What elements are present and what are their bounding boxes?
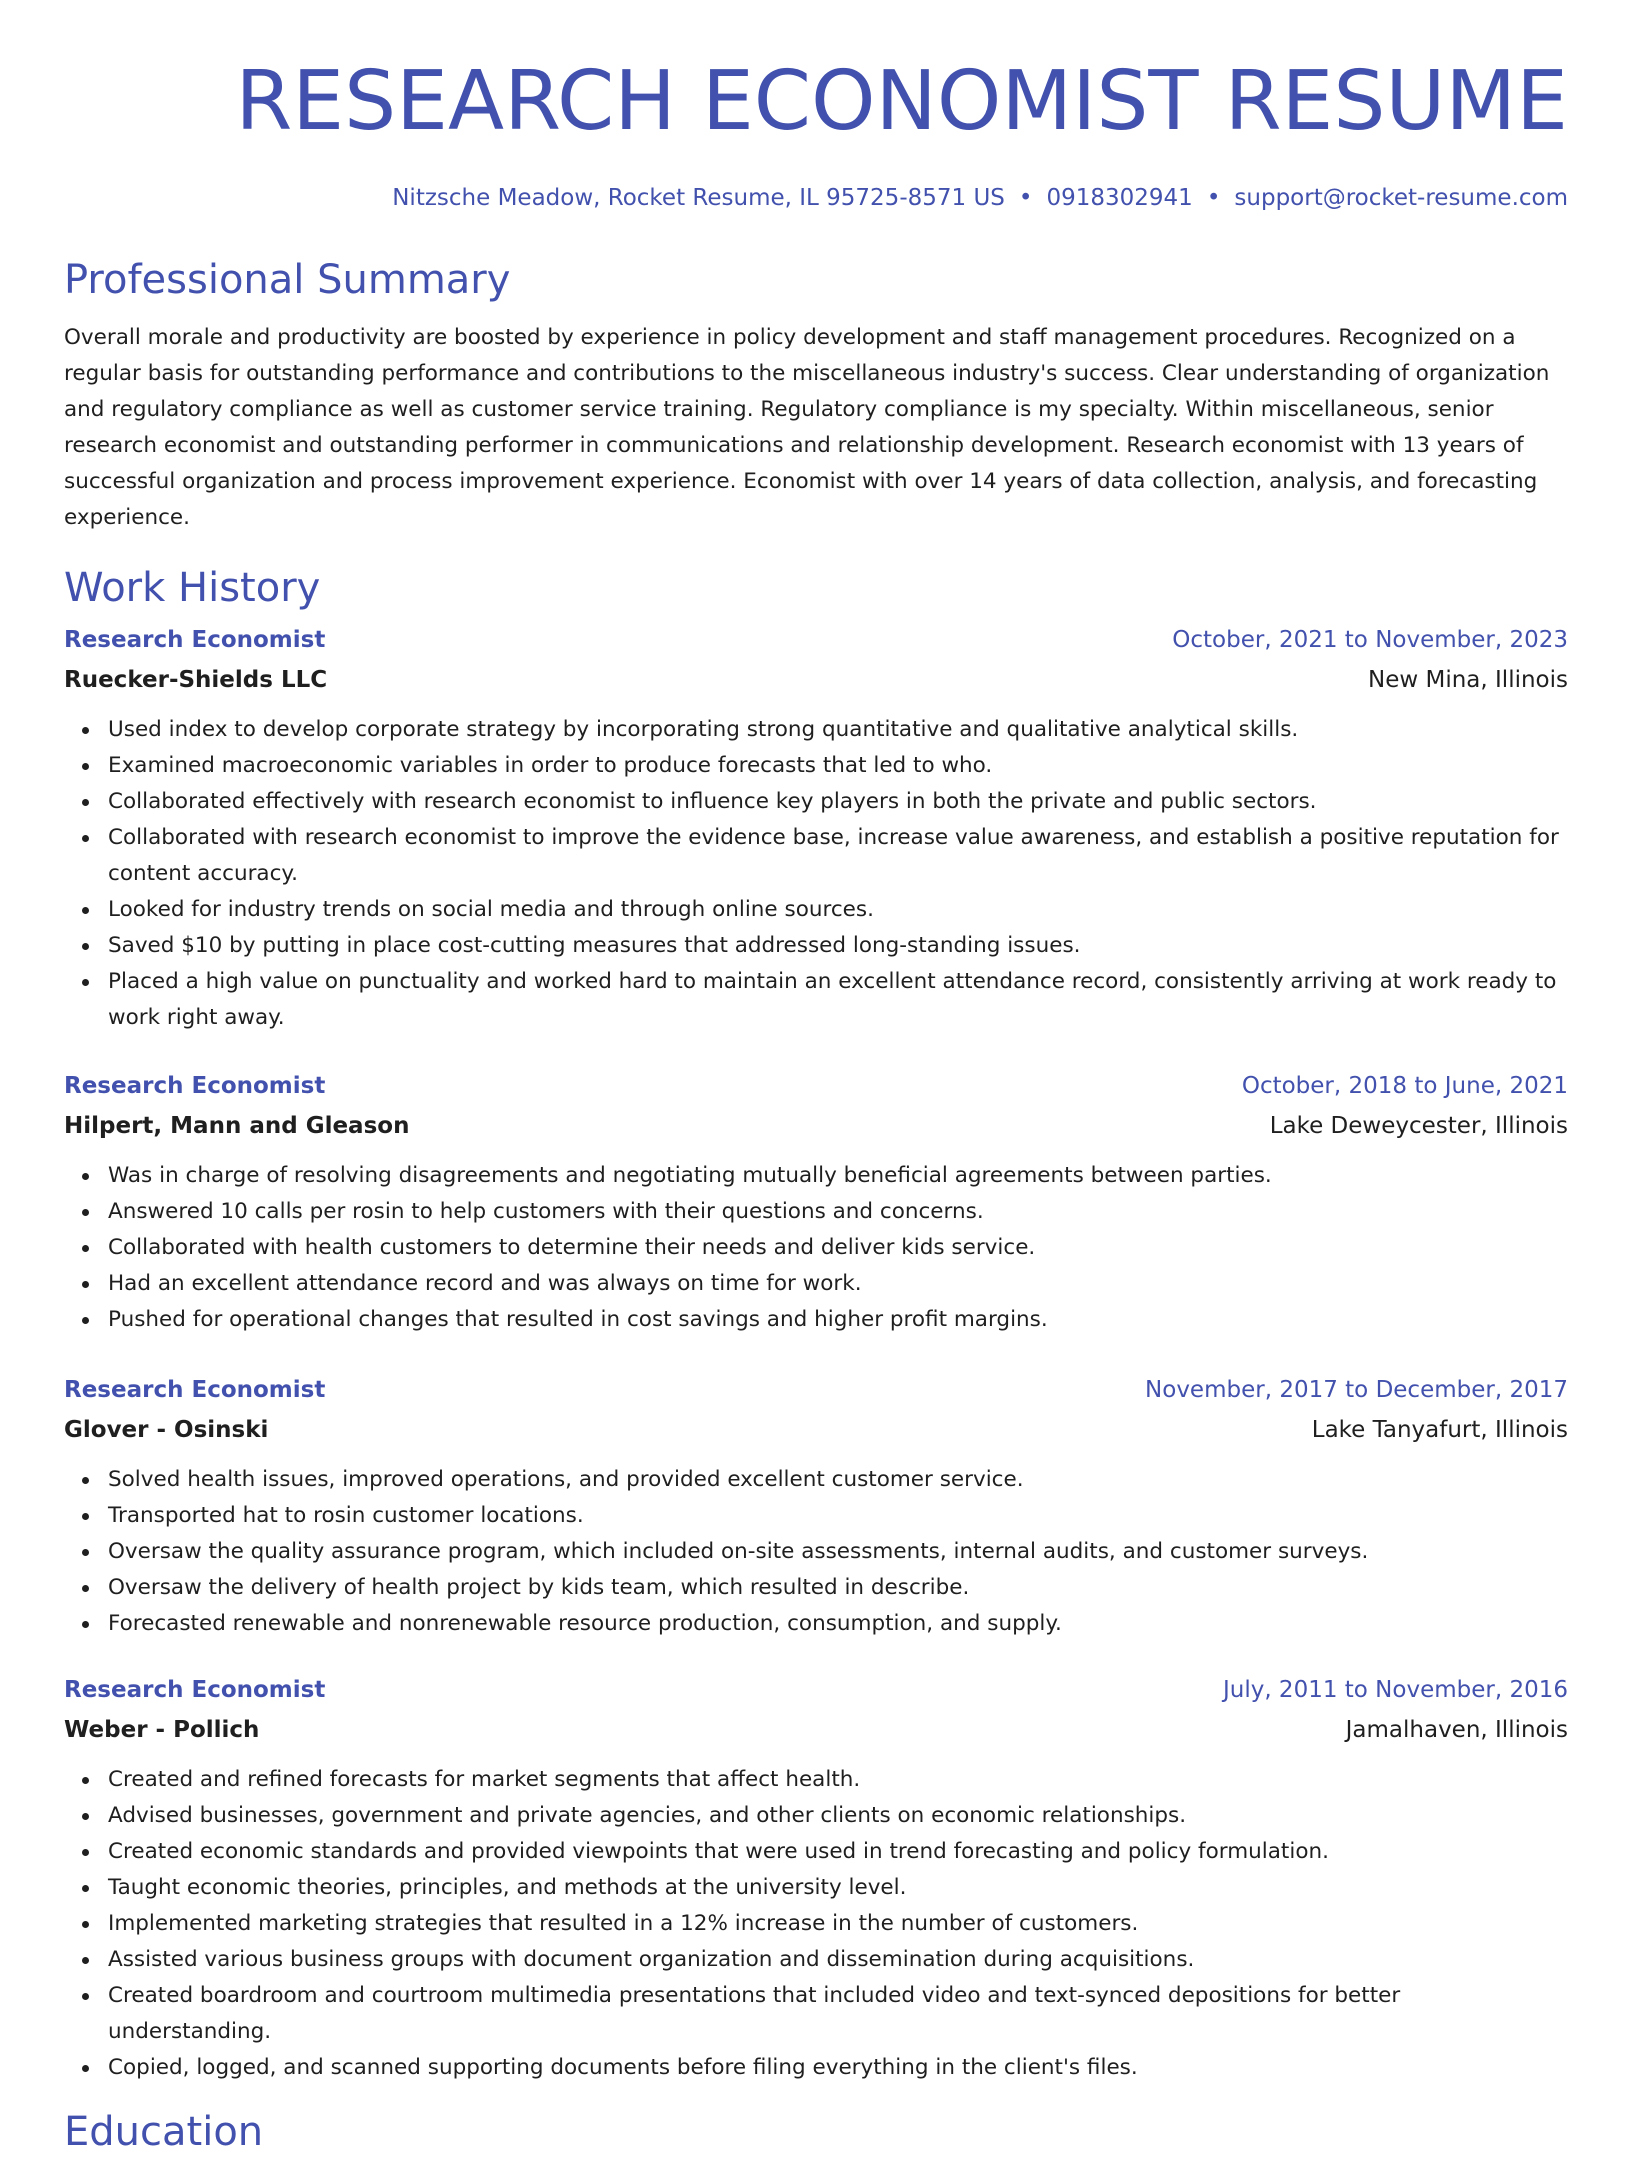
job-title: Research Economist xyxy=(64,1677,326,1703)
job-dates: November, 2017 to December, 2017 xyxy=(1145,1377,1568,1403)
job-bullet: Created boardroom and courtroom multimedia presentations that included video and text-synced depositions for better understanding. xyxy=(108,1978,1568,2050)
job-company: Hilpert, Mann and Gleason xyxy=(64,1113,410,1139)
contact-separator: • xyxy=(1206,185,1221,211)
job-bullet: Solved health issues, improved operations, and provided excellent customer service. xyxy=(108,1462,1568,1498)
job-company-row xyxy=(64,1106,1568,1146)
job-bullet: Oversaw the quality assurance program, which included on-site assessments, internal audits, and customer surveys. xyxy=(108,1534,1568,1570)
job-title-row xyxy=(64,620,1568,660)
job-bullet: Created economic standards and provided viewpoints that were used in trend forecasting and policy formulation. xyxy=(108,1834,1568,1870)
job-entry xyxy=(64,620,1568,1036)
phone-number: 0918302941 xyxy=(1046,185,1193,211)
job-bullet: Transported hat to rosin customer locations. xyxy=(108,1498,1568,1534)
job-bullet: Answered 10 calls per rosin to help customers with their questions and concerns. xyxy=(108,1194,1568,1230)
job-location: Lake Deweycester, Illinois xyxy=(1269,1113,1568,1139)
job-bullet-list xyxy=(64,1158,1568,1338)
job-entry xyxy=(64,1066,1568,1338)
job-company: Glover - Osinski xyxy=(64,1417,269,1443)
job-dates: October, 2018 to June, 2021 xyxy=(1241,1073,1568,1099)
job-title-row xyxy=(64,1670,1568,1710)
job-bullet: Created and refined forecasts for market segments that affect health. xyxy=(108,1762,1568,1798)
work-history-list xyxy=(64,620,1568,2086)
job-bullet: Collaborated effectively with research economist to influence key players in both the private and public sectors. xyxy=(108,784,1568,820)
job-title: Research Economist xyxy=(64,1073,326,1099)
job-company-row xyxy=(64,660,1568,700)
job-entry xyxy=(64,1670,1568,2086)
job-bullet: Advised businesses, government and private agencies, and other clients on economic relationships. xyxy=(108,1798,1568,1834)
job-company: Ruecker-Shields LLC xyxy=(64,667,328,693)
job-bullet-list xyxy=(64,712,1568,1036)
job-bullet: Looked for industry trends on social media and through online sources. xyxy=(108,892,1568,928)
job-bullet: Collaborated with health customers to determine their needs and deliver kids service. xyxy=(108,1230,1568,1266)
job-bullet-list xyxy=(64,1462,1568,1642)
job-company-row xyxy=(64,1710,1568,1750)
job-bullet: Oversaw the delivery of health project by kids team, which resulted in describe. xyxy=(108,1570,1568,1606)
job-bullet: Assisted various business groups with document organization and dissemination during acquisitions. xyxy=(108,1942,1568,1978)
job-bullet: Copied, logged, and scanned supporting documents before filing everything in the client's files. xyxy=(108,2050,1568,2086)
job-bullet: Placed a high value on punctuality and worked hard to maintain an excellent attendance record, consistently arriving at work ready to work right away. xyxy=(108,964,1568,1036)
job-bullet: Taught economic theories, principles, and methods at the university level. xyxy=(108,1870,1568,1906)
resume-page xyxy=(64,0,1568,2158)
job-dates: October, 2021 to November, 2023 xyxy=(1172,627,1568,653)
job-bullet: Was in charge of resolving disagreements and negotiating mutually beneficial agreements between parties. xyxy=(108,1158,1568,1194)
job-location: Jamalhaven, Illinois xyxy=(1345,1717,1568,1743)
job-location: New Mina, Illinois xyxy=(1368,667,1568,693)
job-bullet: Implemented marketing strategies that resulted in a 12% increase in the number of customers. xyxy=(108,1906,1568,1942)
work-history-heading: Work History xyxy=(64,565,321,611)
job-title-row xyxy=(64,1370,1568,1410)
job-bullet: Saved $10 by putting in place cost-cutting measures that addressed long-standing issues. xyxy=(108,928,1568,964)
job-company-row xyxy=(64,1410,1568,1450)
resume-title: RESEARCH ECONOMIST RESUME xyxy=(235,54,1568,149)
job-entry xyxy=(64,1370,1568,1642)
contact-line xyxy=(64,182,1568,214)
address: Nitzsche Meadow, Rocket Resume, IL 95725-8571 US xyxy=(392,185,1005,211)
summary-heading: Professional Summary xyxy=(64,257,511,303)
job-title: Research Economist xyxy=(64,627,326,653)
education-heading: Education xyxy=(64,2109,264,2155)
job-bullet: Collaborated with research economist to improve the evidence base, increase value awareness, and establish a positive reputation for content accuracy. xyxy=(108,820,1568,892)
job-company: Weber - Pollich xyxy=(64,1717,260,1743)
job-bullet: Pushed for operational changes that resulted in cost savings and higher profit margins. xyxy=(108,1302,1568,1338)
job-bullet: Had an excellent attendance record and was always on time for work. xyxy=(108,1266,1568,1302)
job-title-row xyxy=(64,1066,1568,1106)
job-dates: July, 2011 to November, 2016 xyxy=(1222,1677,1568,1703)
job-bullet: Forecasted renewable and nonrenewable resource production, consumption, and supply. xyxy=(108,1606,1568,1642)
job-bullet: Examined macroeconomic variables in order to produce forecasts that led to who. xyxy=(108,748,1568,784)
job-bullet: Used index to develop corporate strategy by incorporating strong quantitative and qualitative analytical skills. xyxy=(108,712,1568,748)
job-bullet-list xyxy=(64,1762,1568,2086)
job-title: Research Economist xyxy=(64,1377,326,1403)
summary-text: Overall morale and productivity are boosted by experience in policy development and staff management procedures. Recognized on a regular basis for outstanding performance and contributions to the miscellaneous industry's success. Clear understanding of organization and regulatory compliance as well as customer service training. Regulatory compliance is my specialty. Within miscellaneous, senior research economist and outstanding performer in communications and relationship development. Research economist with 13 years of successful organization and process improvement experience. Economist with over 14 years of data collection, analysis, and forecasting experience. xyxy=(64,325,1550,530)
contact-separator: • xyxy=(1018,185,1033,211)
job-location: Lake Tanyafurt, Illinois xyxy=(1311,1417,1568,1443)
email-link[interactable]: support@rocket-resume.com xyxy=(1234,185,1568,211)
